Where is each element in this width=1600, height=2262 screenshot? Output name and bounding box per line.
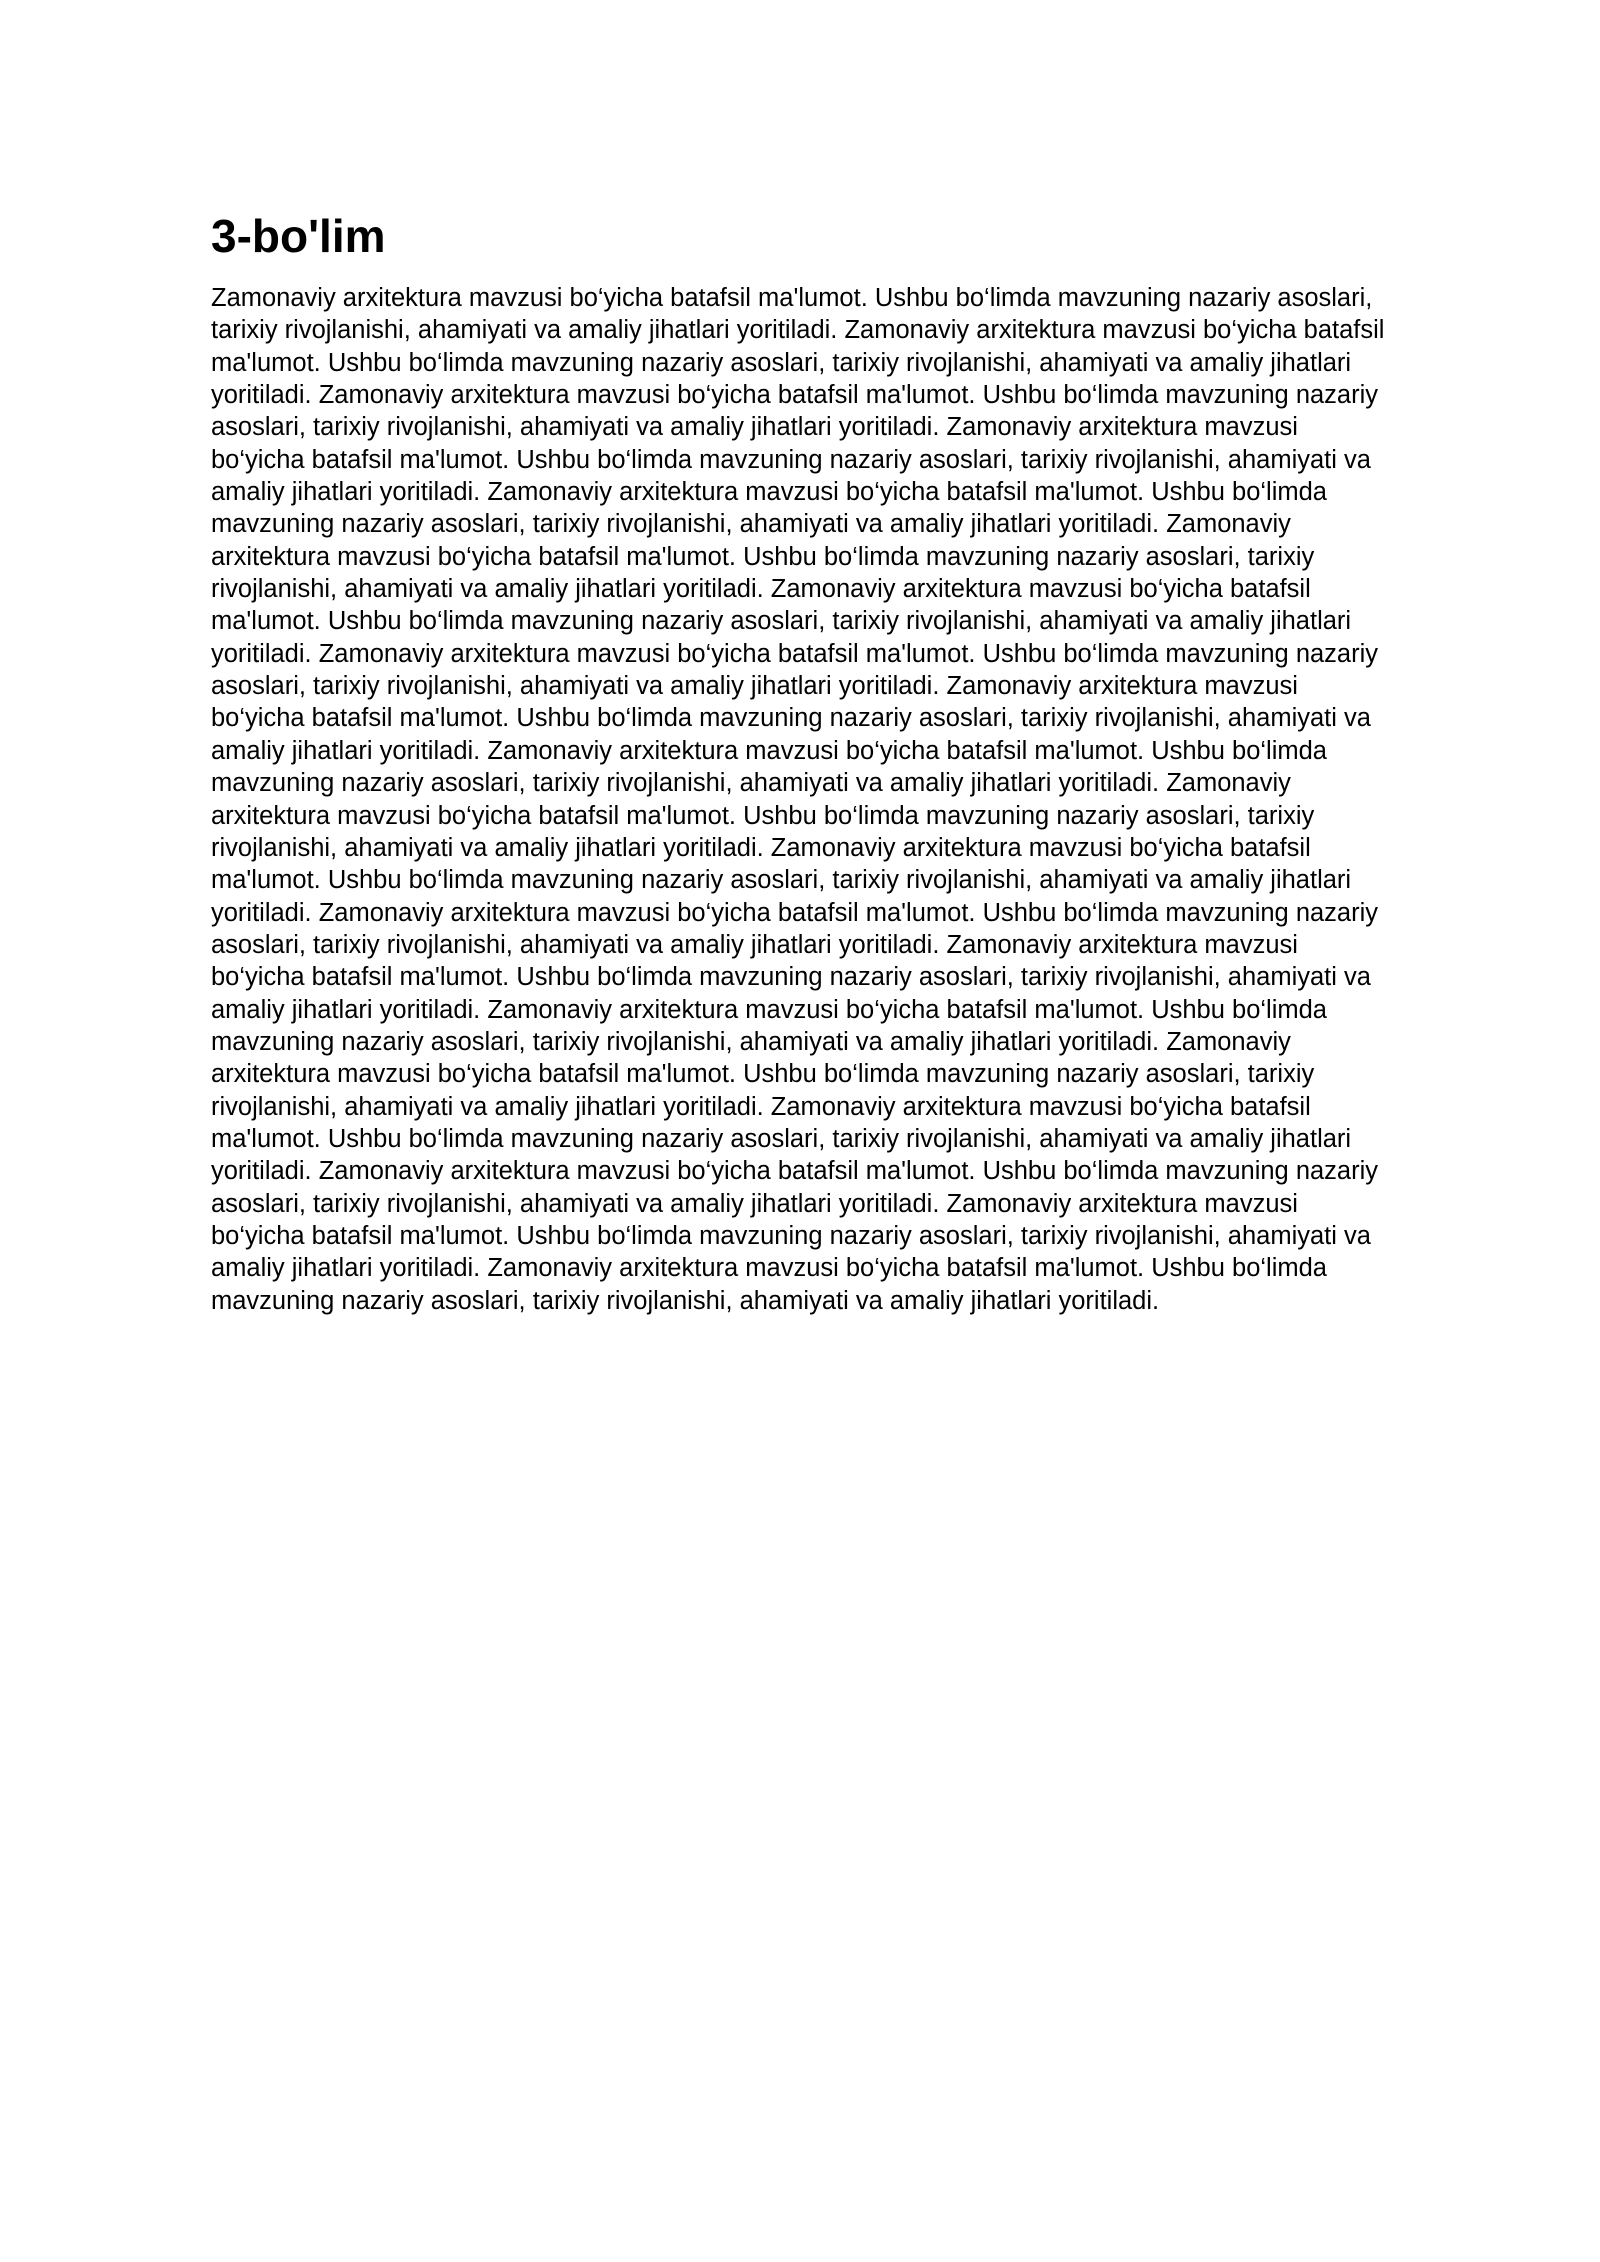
section-body-text: Zamonaviy arxitektura mavzusi bo‘yicha batafsil ma'lumot. Ushbu bo‘limda mavzuning nazariy asoslari, tarixiy rivojlanishi, ahamiyati va amaliy jihatlari yoritiladi. Zamonaviy arxitektura mavzusi bo‘yicha batafsil ma'lumot. Ushbu bo‘limda mavzuning nazariy asoslari, tarixiy rivojlanishi, ahamiyati va amaliy jihatlari yoritiladi. Zamonaviy arxitektura mavzusi bo‘yicha batafsil ma'lumot. Ushbu bo‘limda mavzuning nazariy asoslari, tarixiy rivojlanishi, ahamiyati va amaliy jihatlari yoritiladi. Zamonaviy arxitektura mavzusi bo‘yicha batafsil ma'lumot. Ushbu bo‘limda mavzuning nazariy asoslari, tarixiy rivojlanishi, ahamiyati va amaliy jihatlari yoritiladi. Zamonaviy arxitektura mavzusi bo‘yicha batafsil ma'lumot. Ushbu bo‘limda mavzuning nazariy asoslari, tarixiy rivojlanishi, ahamiyati va amaliy jihatlari yoritiladi. Zamonaviy arxitektura mavzusi bo‘yicha batafsil ma'lumot. Ushbu bo‘limda mavzuning nazariy asoslari, tarixiy rivojlanishi, ahamiyati va amaliy jihatlari yoritiladi. Zamonaviy arxitektura mavzusi bo‘yicha batafsil ma'lumot. Ushbu bo‘limda mavzuning nazariy asoslari, tarixiy rivojlanishi, ahamiyati va amaliy jihatlari yoritiladi. Zamonaviy arxitektura mavzusi bo‘yicha batafsil ma'lumot. Ushbu bo‘limda mavzuning nazariy asoslari, tarixiy rivojlanishi, ahamiyati va amaliy jihatlari yoritiladi. Zamonaviy arxitektura mavzusi bo‘yicha batafsil ma'lumot. Ushbu bo‘limda mavzuning nazariy asoslari, tarixiy rivojlanishi, ahamiyati va amaliy jihatlari yoritiladi. Zamonaviy arxitektura mavzusi bo‘yicha batafsil ma'lumot. Ushbu bo‘limda mavzuning nazariy asoslari, tarixiy rivojlanishi, ahamiyati va amaliy jihatlari yoritiladi. Zamonaviy arxitektura mavzusi bo‘yicha batafsil ma'lumot. Ushbu bo‘limda mavzuning nazariy asoslari, tarixiy rivojlanishi, ahamiyati va amaliy jihatlari yoritiladi. Zamonaviy arxitektura mavzusi bo‘yicha batafsil ma'lumot. Ushbu bo‘limda mavzuning nazariy asoslari, tarixiy rivojlanishi, ahamiyati va amaliy jihatlari yoritiladi. Zamonaviy arxitektura mavzusi bo‘yicha batafsil ma'lumot. Ushbu bo‘limda mavzuning nazariy asoslari, tarixiy rivojlanishi, ahamiyati va amaliy jihatlari yoritiladi. Zamonaviy arxitektura mavzusi bo‘yicha batafsil ma'lumot. Ushbu bo‘limda mavzuning nazariy asoslari, tarixiy rivojlanishi, ahamiyati va amaliy jihatlari yoritiladi. Zamonaviy arxitektura mavzusi bo‘yicha batafsil ma'lumot. Ushbu bo‘limda mavzuning nazariy asoslari, tarixiy rivojlanishi, ahamiyati va amaliy jihatlari yoritiladi. Zamonaviy arxitektura mavzusi bo‘yicha batafsil ma'lumot. Ushbu bo‘limda mavzuning nazariy asoslari, tarixiy rivojlanishi, ahamiyati va amaliy jihatlari yoritiladi. Zamonaviy arxitektura mavzusi bo‘yicha batafsil ma'lumot. Ushbu bo‘limda mavzuning nazariy asoslari, tarixiy rivojlanishi, ahamiyati va amaliy jihatlari yoritiladi. Zamonaviy arxitektura mavzusi bo‘yicha batafsil ma'lumot. Ushbu bo‘limda mavzuning nazariy asoslari, tarixiy rivojlanishi, ahamiyati va amaliy jihatlari yoritiladi. Zamonaviy arxitektura mavzusi bo‘yicha batafsil ma'lumot. Ushbu bo‘limda mavzuning nazariy asoslari, tarixiy rivojlanishi, ahamiyati va amaliy jihatlari yoritiladi. Zamonaviy arxitektura mavzusi bo‘yicha batafsil ma'lumot. Ushbu bo‘limda mavzuning nazariy asoslari, tarixiy rivojlanishi, ahamiyati va amaliy jihatlari yoritiladi.: [211, 284, 1385, 1315]
section-title: 3-bo'lim: [211, 210, 386, 262]
document-content: [211, 208, 1394, 1317]
